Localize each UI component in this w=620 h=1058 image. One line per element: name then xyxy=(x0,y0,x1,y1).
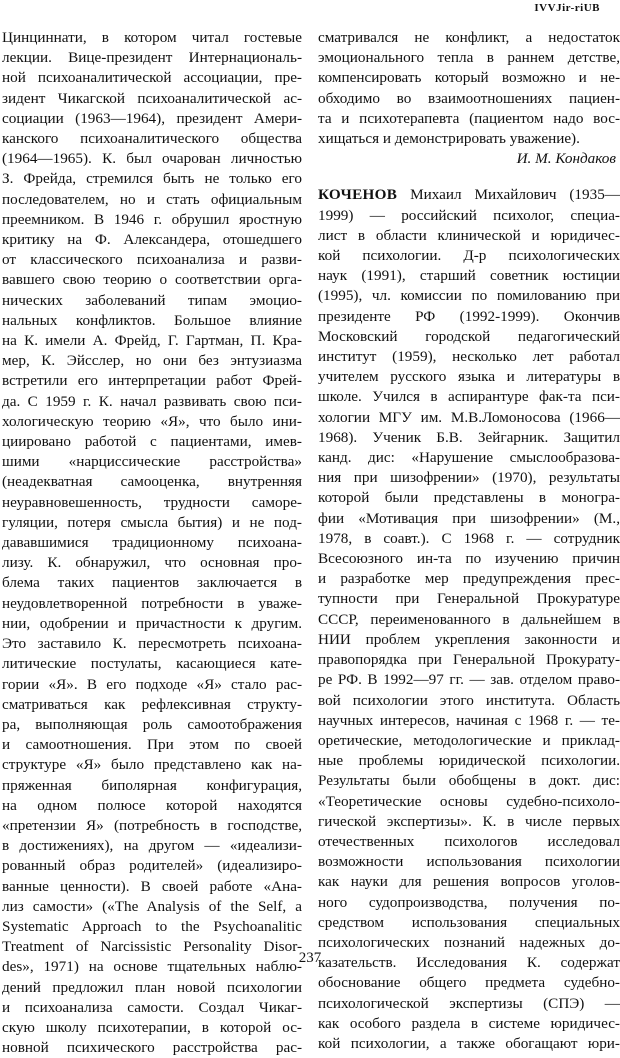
text-line: нии, одобрении и причастности к другим. xyxy=(2,614,302,632)
text-line: да. С 1959 г. К. начал развивать свою пси- xyxy=(2,392,302,410)
entry-body xyxy=(318,206,620,1055)
text-line: та и психотерапевта (пациентом надо вос- xyxy=(318,109,620,127)
text-line: лист в области клинической и юридичес- xyxy=(318,226,620,244)
text-line: от классического психоанализа и разви- xyxy=(2,251,302,269)
text-line: (неадекватная самооценка, внутренняя xyxy=(2,473,302,491)
text-line: и психоанализа самости. Создал Чикаг- xyxy=(2,998,302,1016)
text-line: ния при шизофрении» (1970), результаты xyxy=(318,469,620,487)
entry-kochenov xyxy=(318,185,620,1054)
text-line: шими «нарциссические расстройства» xyxy=(2,453,302,471)
text-line: Systematic Approach to the Psychoanalitic xyxy=(2,917,302,935)
text-line: хищаться и демонстрировать уважение). xyxy=(318,130,580,148)
text-line: как науки для решения вопросов уголов- xyxy=(318,873,620,891)
text-line: на К. имели А. Фрейд, Г. Гартман, П. Крa- xyxy=(2,332,302,350)
text-line: психологических познаний надежных до- xyxy=(318,933,620,951)
text-line: мер, К. Эйсслер, но они без энтузиазма xyxy=(2,352,302,370)
text-line: неуравновешенность, трудности саморе- xyxy=(2,493,302,511)
text-line: обходимо во взаимоотношениях пациен- xyxy=(318,89,620,107)
text-line: блема таких пациентов заключается в xyxy=(2,574,302,592)
text-line: ре РФ. В 1992—97 гг. — зав. отделом право- xyxy=(318,671,620,689)
text-line: ного судопроизводства, получения по- xyxy=(318,893,620,911)
text-line: «Теоретические основы судебно-психоло- xyxy=(318,792,620,810)
text-line: 1968). Ученик Б.В. Зейгарник. Защитил xyxy=(318,428,620,446)
text-line: канского психоаналитического общества xyxy=(2,130,302,148)
text-line: компенсировать который возможно и не- xyxy=(318,69,620,87)
text-line: литические постулаты, касающиеся катe- xyxy=(2,655,302,673)
text-line: сматривался не конфликт, а недостаток xyxy=(318,29,620,46)
text-line: сматриваться как рефлексивная структу- xyxy=(2,695,302,713)
page-number: 237 xyxy=(298,950,322,966)
text-line: которой были представлены в моногра- xyxy=(318,489,620,507)
text-line: как особого раздела в системе юридичес- xyxy=(318,1014,620,1032)
text-line: правопорядка при Генеральной Прокурату- xyxy=(318,651,620,669)
text-line: гории «Я». В его подходе «Я» стало рас- xyxy=(2,675,302,693)
text-line: гической экспертизы». К. в числе первых xyxy=(318,812,620,830)
text-line: отечественных психологов исследовал xyxy=(318,832,620,850)
text-line: вавшего свою теорию о соответствии орга- xyxy=(2,271,302,289)
text-line: Московский городской педагогический xyxy=(318,327,620,345)
text-line: пряженная биполярная конфигурация, xyxy=(2,776,302,794)
text-line: оретические, методологические и приклад- xyxy=(318,731,620,749)
text-line: ванные ценности). В своей работе «Ана- xyxy=(2,877,302,895)
text-line: нальных конфликтов. Большое влияние xyxy=(2,311,302,329)
previous-entry-continuation xyxy=(318,28,620,149)
text-line: Результаты были обобщены в докт. дис: xyxy=(318,772,620,790)
author-signature: И. М. Кондаков xyxy=(516,150,616,168)
text-line: дававшимися традиционному психоана- xyxy=(2,534,302,552)
text-line: школе. Учился в аспирантуре фак-та пси- xyxy=(318,388,620,406)
text-line: хологии МГУ им. М.В.Ломоносова (1966— xyxy=(318,408,620,426)
text-line: фии «Мотивация при шизофрении» (М., xyxy=(318,509,620,527)
text-line: вой психологии этого института. Область xyxy=(318,691,620,709)
text-line: хологическую теорию «Я», что было ини- xyxy=(2,412,302,430)
running-header: IVVJir-riUB xyxy=(534,2,600,14)
text-line: встретили его интерпретации работ Фрей- xyxy=(2,372,302,390)
text-line: Treatment of Narcissistic Personality Disor- xyxy=(2,938,302,956)
text-line: наук (1991), старший советник юстиции xyxy=(318,267,620,285)
entry-headword: КОЧЕНОВ xyxy=(318,186,398,204)
text-line: на одном полюсе которой находятся xyxy=(2,796,302,814)
text-line: ра, выполняющая роль самоотображения xyxy=(2,715,302,733)
text-line: Это заставило К. пересмотреть психоана- xyxy=(2,635,302,653)
text-line: «претензии Я» (потребность в господстве, xyxy=(2,816,302,834)
text-line: научных интересов, начиная с 1968 г. — те- xyxy=(318,711,620,729)
text-line: рованный образ родителей» (идеализиро- xyxy=(2,857,302,875)
text-line: лекции. Вице-президент Интернациональ- xyxy=(2,49,302,67)
text-line: тупности при Генеральной Прокуратуре xyxy=(318,590,620,608)
text-line: циировано работой с пациентами, имев- xyxy=(2,433,302,451)
entry-first-line-rest: Михаил Михайлович (1935— xyxy=(397,186,620,204)
text-line: (1995), чл. комиссии по помилованию при xyxy=(318,287,620,305)
text-line: скую школу психотерапии, в которой ос- xyxy=(2,1018,302,1036)
text-line: нических заболеваний типам эмоцио- xyxy=(2,291,302,309)
text-line: эмоционального тепла в раннем детстве, xyxy=(318,49,620,67)
text-line: новной психического расстройства рас- xyxy=(2,1039,302,1057)
text-line: социации (1963—1964), президент Амери- xyxy=(2,109,302,127)
text-line: СССР, переименованного в дальнейшем в xyxy=(318,610,620,628)
text-line: последователем, но и стать официальным xyxy=(2,190,302,208)
text-line: Всесоюзного ин-та по изучению причин xyxy=(318,550,620,568)
text-line: психологической экспертизы (СПЭ) — xyxy=(318,994,620,1012)
text-line: казательств. Исследования К. содержат xyxy=(318,954,620,972)
text-line: НИИ проблем укрепления законности и xyxy=(318,630,620,648)
text-line: обоснование общего предмета судебно- xyxy=(318,974,620,992)
text-line: возможности использования психологии xyxy=(318,853,620,871)
text-line: (1964—1965). К. был очарован личностью xyxy=(2,150,302,168)
entry-first-line xyxy=(318,185,620,205)
text-line: лизу. К. обнаружил, что основная про- xyxy=(2,554,302,572)
text-line: учителем русского языка и литературы в xyxy=(318,368,620,386)
text-line: дений предложил план новой психологии xyxy=(2,978,302,996)
text-line: институт (1959), несколько лет работал xyxy=(318,348,620,366)
text-line: и самоотношения. При этом по своей xyxy=(2,736,302,754)
text-line: Цинциннати, в котором читал гостевые xyxy=(2,29,302,46)
text-line: и разработке мер предупреждения прес- xyxy=(318,570,620,588)
left-column xyxy=(2,28,302,1058)
text-line: лиз самости» («The Analysis of the Self, a xyxy=(2,897,302,915)
text-line: ной психоаналитической ассоциации, пре- xyxy=(2,69,302,87)
text-line: 1978, в соавт.). С 1968 г. — сотрудник xyxy=(318,529,620,547)
text-line: преемником. В 1946 г. обрушил яростную xyxy=(2,210,302,228)
text-line: ные проблемы юридической психологии. xyxy=(318,752,620,770)
text-line: З. Фрейда, стремился быть не только его xyxy=(2,170,302,188)
text-line: гуляции, потеря смысла бытия) и не под- xyxy=(2,513,302,531)
text-line: критику на Ф. Александера, отошедшего xyxy=(2,231,302,249)
text-line: неудовлетворенной потребности в уважe- xyxy=(2,594,302,612)
text-line: в достижениях), на другом — «идеализи- xyxy=(2,837,302,855)
text-line: 1999) — российский психолог, специа- xyxy=(318,206,620,224)
text-line: des», 1971) на основе тщательных наблю- xyxy=(2,958,302,976)
right-column xyxy=(318,28,620,1054)
text-line: кой психологии. Д-р психологических xyxy=(318,247,620,265)
text-line: канд. дис: «Нарушение смыслообразова- xyxy=(318,449,620,467)
text-line: средством использования специальных xyxy=(318,913,620,931)
text-line: зидент Чикагской психоаналитической ас- xyxy=(2,89,302,107)
text-line: структуре «Я» было представлено как на- xyxy=(2,756,302,774)
text-line: кой психологии, а также обогащают юри- xyxy=(318,1034,620,1052)
text-line: президенте РФ (1992-1999). Окончив xyxy=(318,307,620,325)
